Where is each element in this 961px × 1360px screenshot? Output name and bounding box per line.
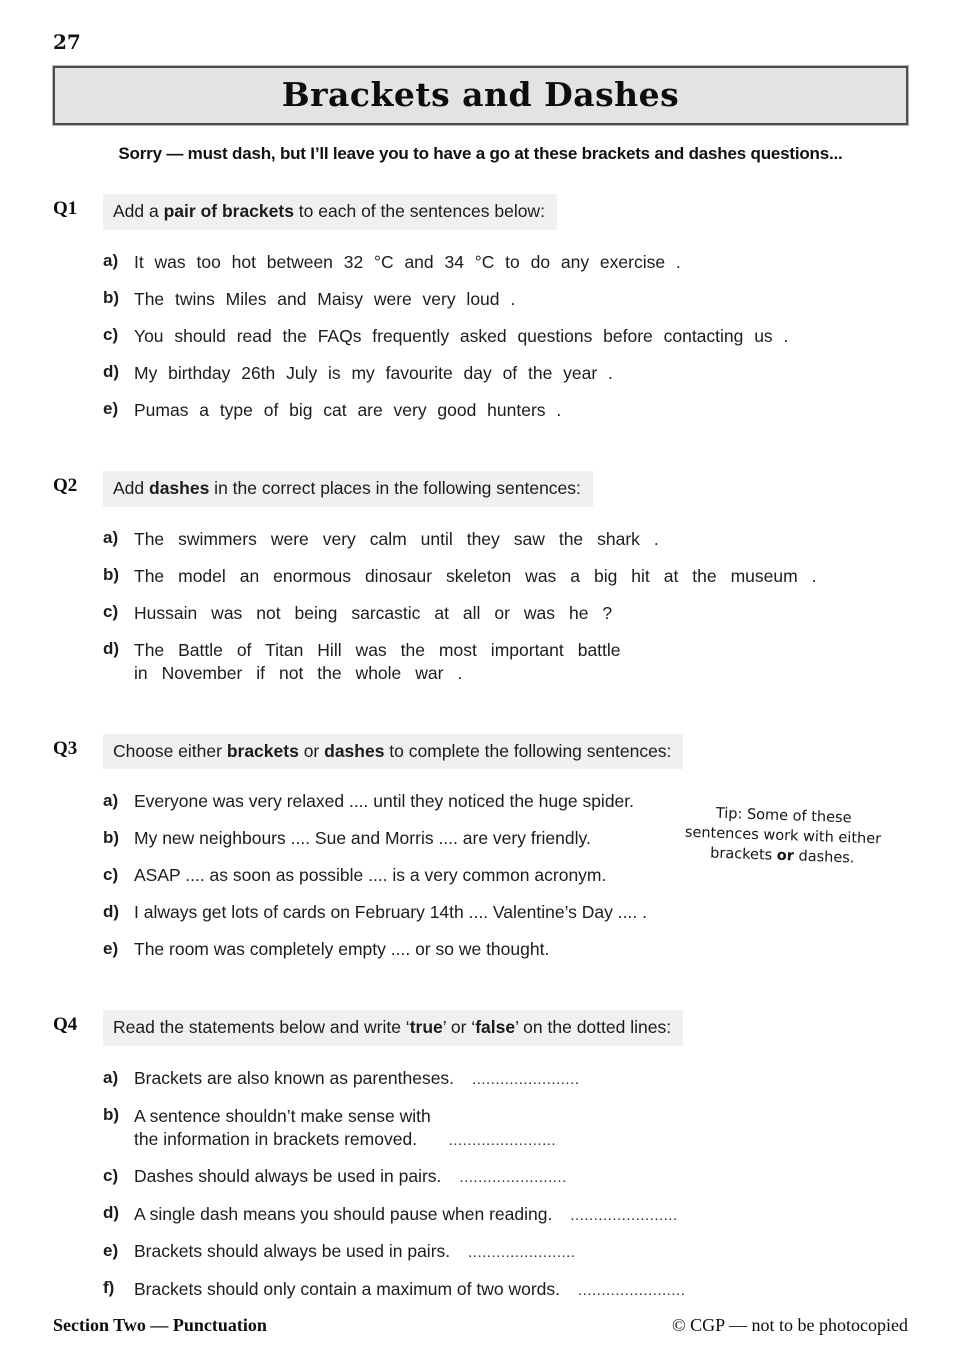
- question-items: [53, 251, 908, 422]
- question-Q4: [53, 1010, 908, 1300]
- item-text: [134, 399, 561, 422]
- item-line: A sentence shouldn’t make sense with: [134, 1105, 431, 1126]
- item-line: Brackets should only contain a maximum of two words.: [134, 1278, 561, 1299]
- item-label: e): [103, 938, 119, 958]
- item-label: c): [103, 325, 119, 345]
- item-label: b): [103, 1105, 120, 1124]
- item-text: [134, 639, 621, 685]
- question-item: [103, 325, 908, 348]
- question-item: [103, 565, 908, 588]
- question-Q3: [53, 734, 908, 962]
- title-box: [53, 66, 908, 125]
- item-line: The room was completely empty .... or so we thought.: [134, 939, 550, 960]
- item-text: [134, 938, 549, 961]
- question-prompt: Add dashes in the correct places in the following sentences:: [103, 471, 593, 507]
- question-item: [103, 1203, 908, 1226]
- question-header: [53, 734, 908, 770]
- item-label: d): [103, 1203, 120, 1222]
- item-label: b): [103, 565, 120, 584]
- item-text: [134, 1105, 431, 1151]
- item-line: You should read the FAQs frequently asked questions before contacting us .: [134, 325, 789, 346]
- footer-section-title: Section Two — Punctuation: [53, 1315, 267, 1335]
- item-text: [134, 565, 817, 588]
- item-line: My new neighbours .... Sue and Morris .... are very friendly.: [134, 828, 591, 849]
- item-text: [134, 602, 612, 625]
- item-line: My birthday 26th July is my favourite day of the year .: [134, 362, 613, 383]
- item-label: c): [103, 864, 119, 884]
- question-prompt: Choose either brackets or dashes to complete the following sentences:: [103, 734, 683, 770]
- question-item: [103, 790, 713, 813]
- item-line: Everyone was very relaxed .... until they noticed the huge spider.: [134, 791, 635, 812]
- subtitle: Sorry — must dash, but I’ll leave you to have a go at these brackets and dashes questions...: [118, 144, 843, 163]
- item-label: e): [103, 399, 119, 419]
- item-line: Brackets should always be used in pairs.: [134, 1241, 451, 1261]
- question-item: [103, 901, 713, 924]
- tip-line: Tip: Some of these: [715, 805, 852, 826]
- question-header: [53, 194, 908, 230]
- item-text: [134, 251, 681, 274]
- item-line: Hussain was not being sarcastic at all or was he ?: [134, 602, 613, 623]
- item-label: c): [103, 602, 119, 621]
- question-item: [103, 399, 908, 422]
- item-line: I always get lots of cards on February 14th .... Valentine’s Day .... .: [134, 902, 647, 923]
- answer-line[interactable]: .......................: [448, 1131, 557, 1149]
- question-label: Q4: [53, 1014, 78, 1036]
- question-prompt: Add a pair of brackets to each of the sentences below:: [103, 194, 557, 230]
- item-text: [134, 528, 659, 551]
- item-label: e): [103, 1240, 119, 1260]
- question-item: [103, 528, 908, 551]
- item-text: [134, 362, 613, 385]
- item-line: It was too hot between 32 °C and 34 °C to do any exercise .: [134, 251, 681, 272]
- question-header: [53, 471, 908, 507]
- item-line: in November if not the whole war .: [134, 662, 463, 683]
- item-text: [134, 1278, 560, 1301]
- question-label: Q2: [53, 474, 78, 496]
- page-number: 27: [53, 30, 81, 54]
- item-line: The model an enormous dinosaur skeleton was a big hit at the museum .: [134, 565, 817, 586]
- question-prompt: Read the statements below and write ‘true’ or ‘false’ on the dotted lines:: [103, 1010, 683, 1046]
- question-item: [103, 1067, 908, 1090]
- item-text: [134, 1165, 441, 1188]
- item-line: Dashes should always be used in pairs.: [134, 1166, 442, 1186]
- question-label: Q3: [53, 737, 78, 759]
- item-label: b): [103, 288, 120, 308]
- question-item: [103, 1165, 908, 1188]
- item-label: a): [103, 251, 119, 271]
- answer-line[interactable]: .......................: [578, 1281, 686, 1299]
- item-text: [134, 1240, 450, 1263]
- question-item: [103, 864, 713, 887]
- question-item: [103, 1105, 908, 1151]
- item-label: a): [103, 790, 119, 810]
- footer-copyright: © CGP — not to be photocopied: [672, 1315, 908, 1335]
- item-text: [134, 288, 515, 311]
- answer-line[interactable]: .......................: [570, 1206, 678, 1224]
- item-text: [134, 790, 634, 813]
- item-label: b): [103, 827, 120, 847]
- item-label: d): [103, 901, 120, 921]
- item-line: The swimmers were very calm until they saw the shark .: [134, 528, 659, 549]
- item-text: [134, 901, 647, 924]
- answer-line[interactable]: .......................: [468, 1244, 576, 1261]
- question-item: [103, 1240, 908, 1263]
- answer-line[interactable]: .......................: [472, 1071, 580, 1088]
- item-line: The Battle of Titan Hill was the most important battle: [134, 639, 621, 660]
- question-item: [103, 827, 713, 850]
- tip-line: brackets or dashes.: [709, 844, 855, 867]
- question-item: [103, 251, 908, 274]
- item-label: a): [103, 1067, 119, 1087]
- question-item: [103, 288, 908, 311]
- item-text: [134, 1067, 454, 1090]
- footer: [53, 1315, 908, 1336]
- question-item: [103, 602, 908, 625]
- answer-line[interactable]: .......................: [459, 1169, 567, 1186]
- question-items: [53, 528, 908, 685]
- item-line: The twins Miles and Maisy were very loud .: [134, 288, 516, 309]
- item-line: A single dash means you should pause when reading.: [134, 1203, 553, 1224]
- question-header: [53, 1010, 908, 1046]
- question-item: [103, 639, 908, 685]
- item-text: [134, 827, 591, 850]
- questions-container: [53, 194, 908, 1301]
- tip-line: sentences work with either: [684, 824, 882, 847]
- item-text: [134, 1203, 552, 1226]
- question-item: [103, 1278, 908, 1301]
- item-text: [134, 864, 606, 887]
- tip-note: [677, 802, 889, 869]
- question-label: Q1: [53, 198, 78, 219]
- item-line: ASAP .... as soon as possible .... is a very common acronym.: [134, 865, 607, 886]
- question-items: [53, 1067, 908, 1301]
- question-Q2: [53, 471, 908, 685]
- item-label: a): [103, 528, 119, 547]
- question-item: [103, 362, 908, 385]
- question-Q1: [53, 194, 908, 422]
- question-item: [103, 938, 713, 961]
- item-label: f): [103, 1278, 115, 1297]
- item-line: Pumas a type of big cat are very good hunters .: [134, 399, 562, 420]
- item-label: c): [103, 1165, 119, 1185]
- item-label: d): [103, 639, 120, 658]
- page-title: Brackets and Dashes: [281, 75, 680, 114]
- item-line: the information in brackets removed.: [134, 1128, 418, 1149]
- item-label: d): [103, 362, 120, 382]
- item-text: [134, 325, 788, 348]
- item-line: Brackets are also known as parentheses.: [134, 1068, 455, 1088]
